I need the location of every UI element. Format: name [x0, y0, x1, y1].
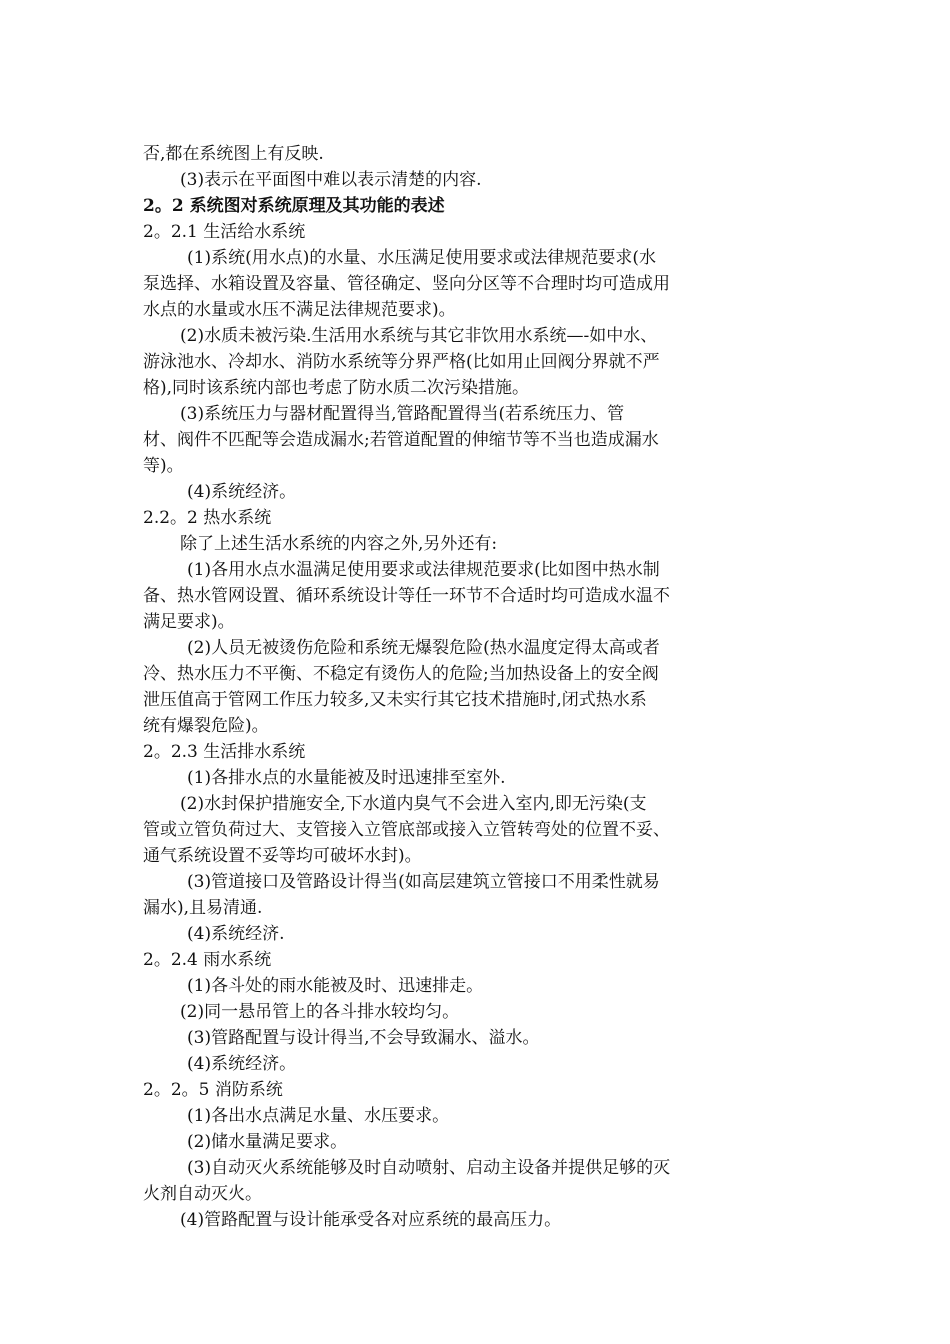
text-line: 备、热水管网设置、循环系统设计等任一环节不合适时均可造成水温不	[143, 586, 670, 606]
text-line: 漏水),且易清通.	[143, 898, 263, 918]
text-line: (2)水封保护措施安全,下水道内臭气不会进入室内,即无污染(支	[180, 794, 647, 814]
text-line: (1)各斗处的雨水能被及时、迅速排走。	[187, 976, 484, 996]
text-line: 管或立管负荷过大、支管接入立管底部或接入立管转弯处的位置不妥、	[143, 820, 670, 840]
text-line: 泄压值高于管网工作压力较多,又未实行其它技术措施时,闭式热水系	[143, 690, 647, 710]
text-line: 冷、热水压力不平衡、不稳定有烫伤人的危险;当加热设备上的安全阀	[143, 664, 659, 684]
subsection-heading: 2。2.3 生活排水系统	[143, 742, 306, 762]
text-line: 水点的水量或水压不满足法律规范要求)。	[143, 300, 456, 320]
text-line: 火剂自动灭火。	[143, 1184, 262, 1204]
text-line: (2)人员无被烫伤危险和系统无爆裂危险(热水温度定得太高或者	[187, 638, 660, 658]
text-line: 材、阀件不匹配等会造成漏水;若管道配置的伸缩节等不当也造成漏水	[143, 430, 659, 450]
text-line: (2)同一悬吊管上的各斗排水较均匀。	[180, 1002, 460, 1022]
text-line: (2)储水量满足要求。	[187, 1132, 348, 1152]
text-line: (1)系统(用水点)的水量、水压满足使用要求或法律规范要求(水	[187, 248, 656, 268]
text-line: (3)管道接口及管路设计得当(如高层建筑立管接口不用柔性就易	[187, 872, 660, 892]
text-line: 统有爆裂危险)。	[143, 716, 269, 736]
text-line: (3)管路配置与设计得当,不会导致漏水、溢水。	[187, 1028, 540, 1048]
text-line: (3)系统压力与器材配置得当,管路配置得当(若系统压力、管	[180, 404, 625, 424]
text-line: (1)各用水点水温满足使用要求或法律规范要求(比如图中热水制	[187, 560, 660, 580]
text-line: 满足要求)。	[143, 612, 235, 632]
text-line: (3)自动灭火系统能够及时自动喷射、启动主设备并提供足够的灭	[187, 1158, 671, 1178]
text-line: (4)管路配置与设计能承受各对应系统的最高压力。	[180, 1210, 562, 1230]
text-line: (4)系统经济。	[187, 482, 297, 502]
section-heading: 2。2 系统图对系统原理及其功能的表述	[143, 196, 445, 216]
text-line: 格),同时该系统内部也考虑了防水质二次污染措施。	[143, 378, 530, 398]
text-line: 通气系统设置不妥等均可破坏水封)。	[143, 846, 422, 866]
text-line: (1)各排水点的水量能被及时迅速排至室外.	[187, 768, 506, 788]
text-line: (1)各出水点满足水量、水压要求。	[187, 1106, 450, 1126]
text-line: 否,都在系统图上有反映.	[143, 144, 324, 164]
text-line: (4)系统经济。	[187, 1054, 297, 1074]
text-line: (4)系统经济.	[187, 924, 285, 944]
subsection-heading: 2。2。5 消防系统	[143, 1080, 283, 1100]
subsection-heading: 2。2.4 雨水系统	[143, 950, 272, 970]
text-line: 游泳池水、冷却水、消防水系统等分界严格(比如用止回阀分界就不严	[143, 352, 660, 372]
text-line: 泵选择、水箱设置及容量、管径确定、竖向分区等不合理时均可造成用	[143, 274, 670, 294]
text-line: 除了上述生活水系统的内容之外,另外还有:	[180, 534, 498, 554]
subsection-heading: 2。2.1 生活给水系统	[143, 222, 306, 242]
text-line: (3)表示在平面图中难以表示清楚的内容.	[180, 170, 482, 190]
text-line: (2)水质未被污染.生活用水系统与其它非饮用水系统—-如中水、	[180, 326, 658, 346]
subsection-heading: 2.2。2 热水系统	[143, 508, 272, 528]
text-line: 等)。	[143, 456, 184, 476]
